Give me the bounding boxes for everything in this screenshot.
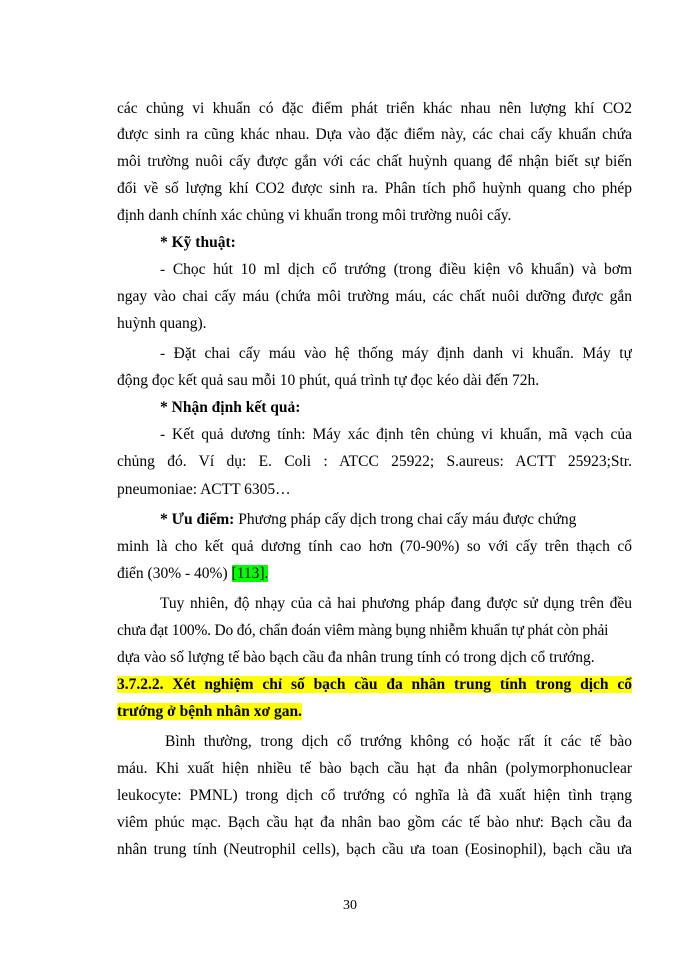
text-line: viêm phúc mạc. Bạch cầu hạt đa nhân bao gồm các tế bào như: Bạch cầu đa [117,814,632,831]
section-label-result: * Nhận định kết quả: [160,399,301,416]
heading-highlight: trướng ở bệnh nhân xơ gan. [117,703,302,720]
text-line: môi trường nuôi cấy được gắn với các chất huỳnh quang để nhận biết sự biến [117,153,632,170]
text-line: leukocyte: PMNL) trong dịch cổ trướng có nghĩa là đã xuất hiện tình trạng [117,787,632,804]
text-line: - Chọc hút 10 ml dịch cổ trướng (trong điều kiện vô khuẩn) và bơm [160,261,632,278]
text-line: máu. Khi xuất hiện nhiều tế bào bạch cầu hạt đa nhân (polymorphonuclear [117,760,632,777]
text-line: Bình thường, trong dịch cổ trướng không có hoặc rất ít các tế bào [165,733,632,750]
text-fragment: điển (30% - 40%) [117,565,228,582]
text-line: chủng đó. Ví dụ: E. Coli : ATCC 25922; S.aureus: ACTT 25923;Str. [117,453,632,470]
text-line: nhân trung tính (Neutrophil cells), bạch cầu ưa toan (Eosinophil), bạch cầu ưa [117,841,632,858]
text-line: dựa vào số lượng tế bào bạch cầu đa nhân trung tính có trong dịch cổ trướng. [117,649,595,666]
page-number: 30 [343,898,357,913]
citation-highlight: [113]. [231,565,269,582]
text-line: ngay vào chai cấy máu (chứa môi trường máu, các chất nuôi dưỡng được gắn [117,288,632,305]
text-line: chưa đạt 100%. Do đó, chẩn đoán viêm màng bụng nhiễm khuẩn tự phát còn phải [117,622,609,639]
heading-highlight: 3.7.2.2. Xét nghiệm chỉ số bạch cầu đa nhân trung tính trong dịch cổ [117,676,632,693]
text-line: được sinh ra cũng khác nhau. Dựa vào đặc điểm này, các chai cấy khuẩn chứa [117,126,632,143]
text-line: định danh chính xác chủng vi khuẩn trong môi trường nuôi cấy. [117,207,512,224]
advantage-line [160,508,632,532]
text-line: - Đặt chai cấy máu vào hệ thống máy định danh vi khuẩn. Máy tự [160,345,632,362]
text-line [117,562,632,586]
text-line: huỳnh quang). [117,315,207,332]
subsection-heading [117,673,632,697]
section-label-technique: * Kỹ thuật: [160,234,236,251]
text-line: - Kết quả dương tính: Máy xác định tên chủng vi khuẩn, mã vạch của [160,426,632,443]
advantage-label: * Ưu điểm: [160,511,235,528]
text-line: động đọc kết quả sau mỗi 10 phút, quá trình tự đọc kéo dài đến 72h. [117,372,540,389]
text-line: các chủng vi khuẩn có đặc điểm phát triển khác nhau nên lượng khí CO2 [117,100,632,117]
text-line: minh là cho kết quả dương tính cao hơn (70-90%) so với cấy trên thạch cổ [117,538,632,555]
text-line: Tuy nhiên, độ nhạy của cả hai phương pháp đang được sử dụng trên đều [160,595,632,612]
subsection-heading-cont [117,700,632,724]
text-line: pneumoniae: ACTT 6305… [117,481,291,498]
text-line: đổi về số lượng khí CO2 được sinh ra. Phân tích phổ huỳnh quang cho phép [117,180,632,197]
advantage-text: Phương pháp cấy dịch trong chai cấy máu được chứng [238,511,577,528]
